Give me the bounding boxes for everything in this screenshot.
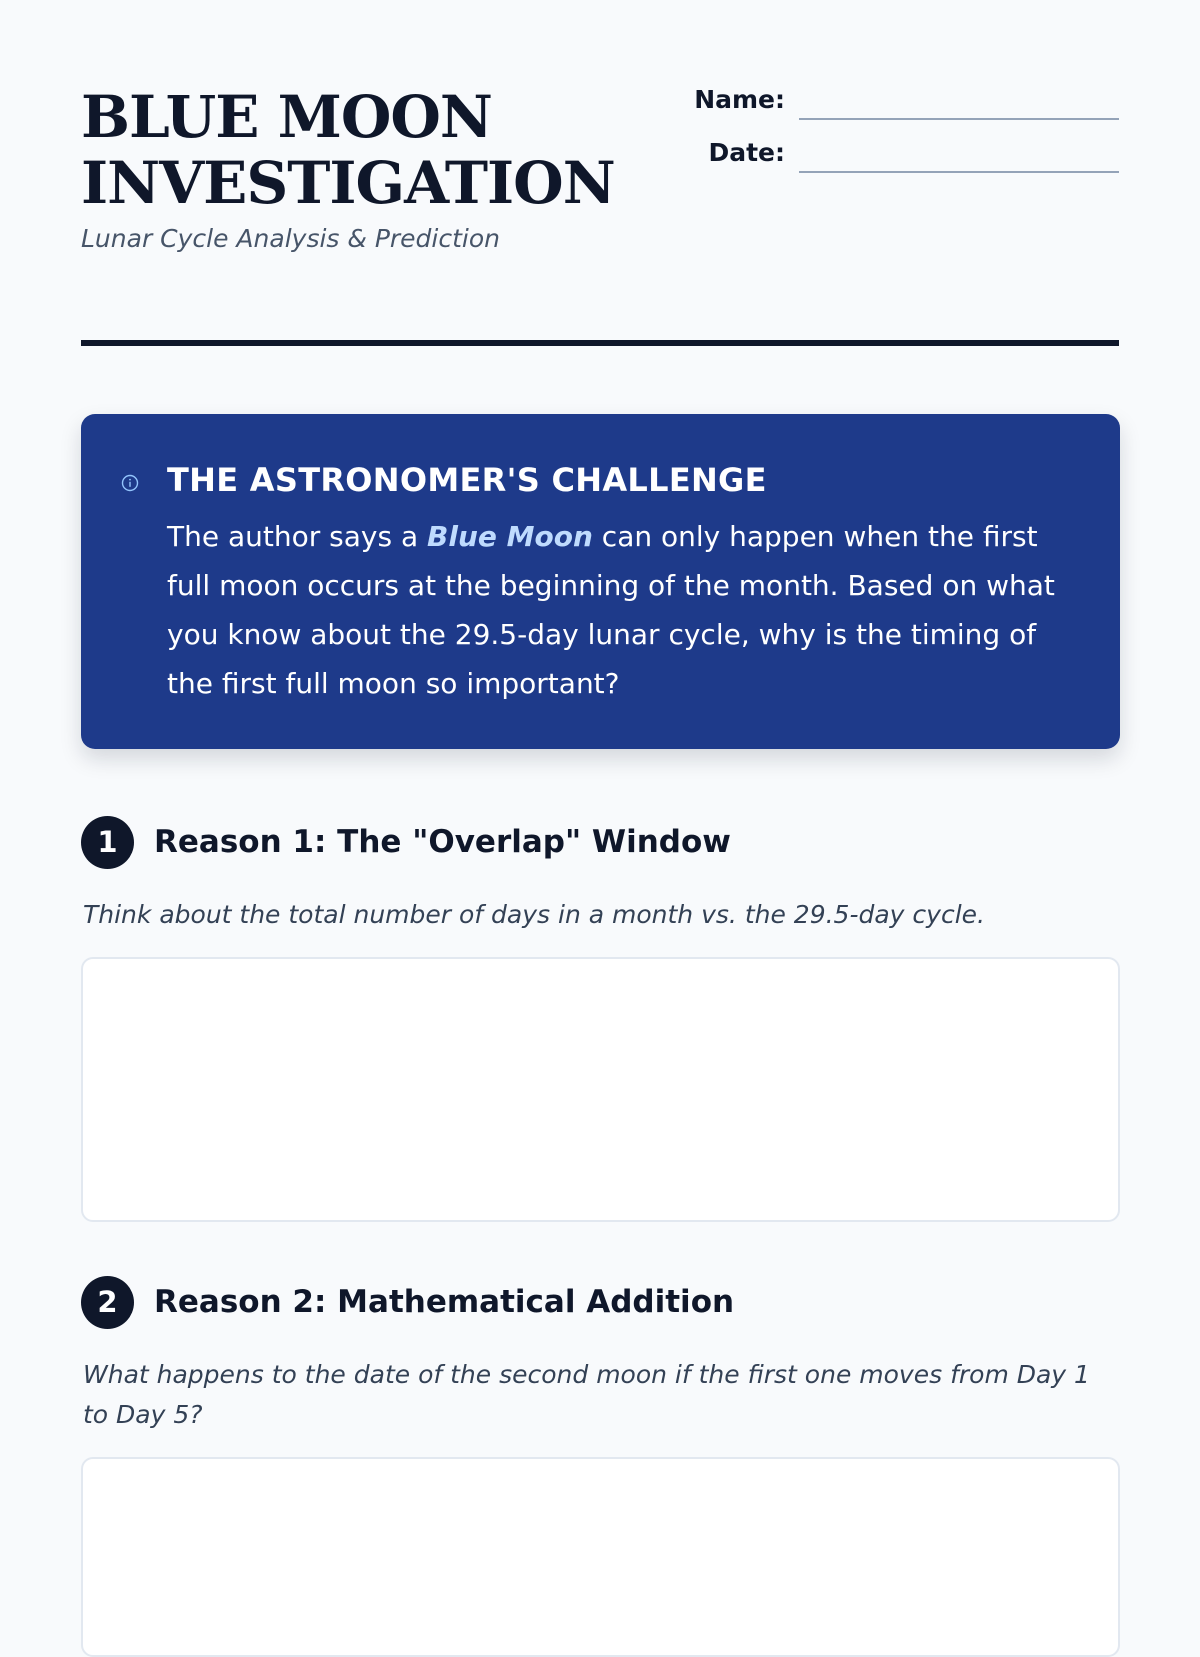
reason-2-hint: What happens to the date of the second moon if the first one moves from Day 1 to Day 5? xyxy=(83,1360,1090,1429)
challenge-text xyxy=(167,512,1070,708)
challenge-text-start: The author says a xyxy=(167,520,428,553)
page-subtitle: Lunar Cycle Analysis & Prediction xyxy=(81,224,501,253)
page-title xyxy=(81,84,641,216)
name-label: Name: xyxy=(694,85,785,114)
name-field[interactable] xyxy=(799,90,1119,120)
reason-1-title: Reason 1: The "Overlap" Window xyxy=(154,824,731,860)
info-icon xyxy=(121,474,139,492)
reason-2-title: Reason 2: Mathematical Addition xyxy=(154,1284,735,1320)
header-divider xyxy=(81,340,1119,346)
student-info-fields xyxy=(679,80,1119,186)
title-line-1: BLUE MOON xyxy=(81,83,492,151)
reason-1-answer-box[interactable] xyxy=(81,957,1120,1222)
name-field-row xyxy=(679,80,1119,120)
date-field[interactable] xyxy=(799,143,1119,173)
title-line-2: INVESTIGATION xyxy=(81,149,615,217)
worksheet-header xyxy=(81,0,1119,340)
reason-1-section xyxy=(81,815,1120,935)
reason-2-number-badge: 2 xyxy=(81,1276,134,1329)
reason-1-header xyxy=(81,815,1120,869)
blue-moon-emphasis: Blue Moon xyxy=(427,520,593,553)
reason-1-hint: Think about the total number of days in a month vs. the 29.5-day cycle. xyxy=(83,900,985,929)
reason-1-number-badge: 1 xyxy=(81,816,134,869)
reason-2-section xyxy=(81,1275,1120,1435)
reason-2-header xyxy=(81,1275,1120,1329)
challenge-box xyxy=(81,414,1120,749)
date-field-row xyxy=(679,133,1119,173)
date-label: Date: xyxy=(708,138,785,167)
reason-2-answer-box[interactable] xyxy=(81,1457,1120,1657)
challenge-text-end: can only happen when the first full moon occurs at the beginning of the month. Based on what you know about the 29.5-day lunar cycle, why is the timing of the first full moon so important? xyxy=(167,520,1055,700)
challenge-title: THE ASTRONOMER'S CHALLENGE xyxy=(167,461,767,499)
